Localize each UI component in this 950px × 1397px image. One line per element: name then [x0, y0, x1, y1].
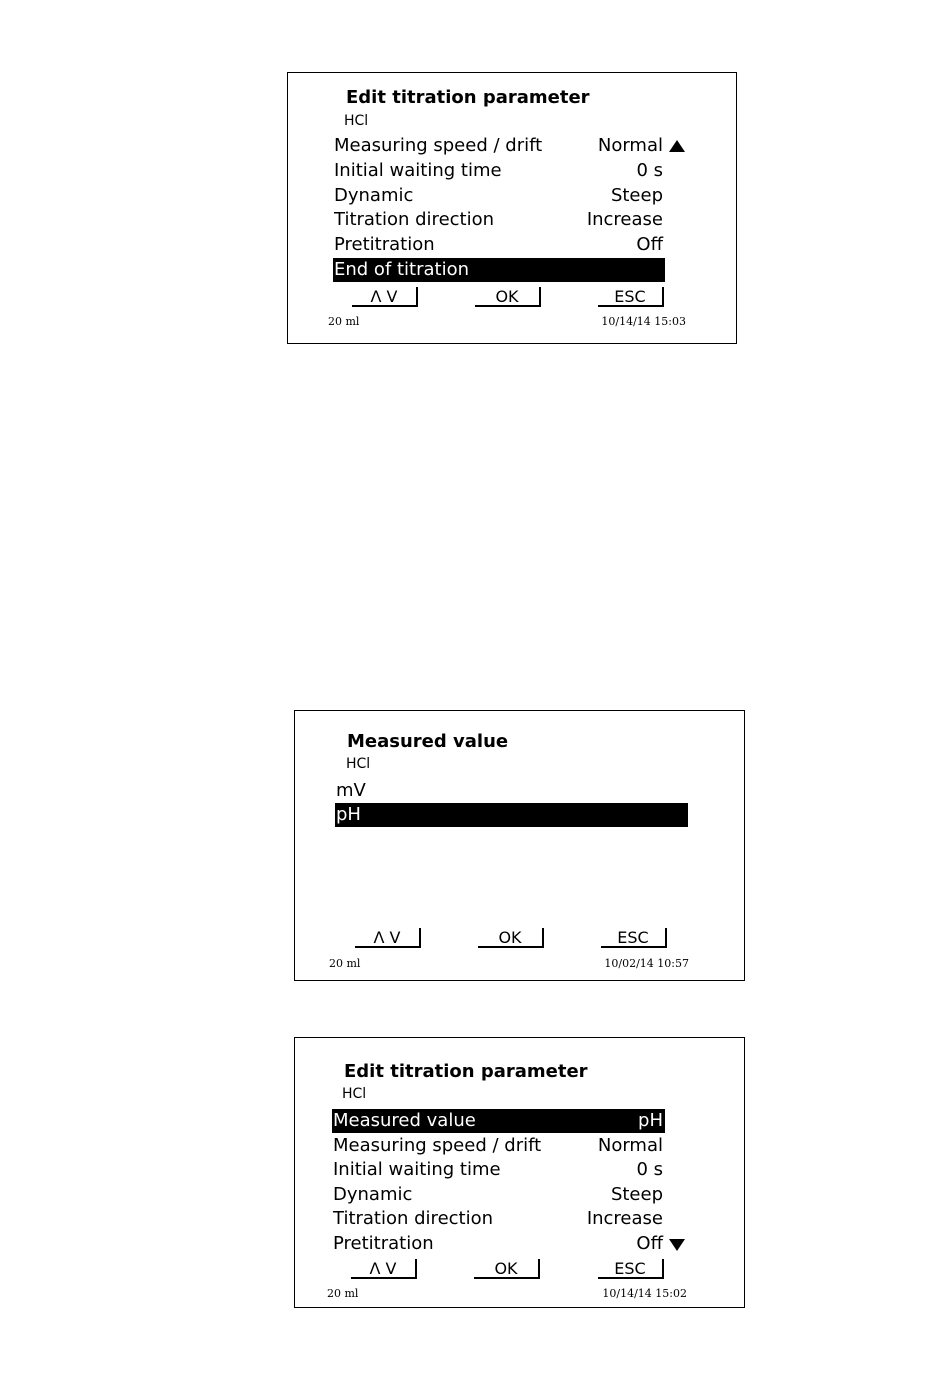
param-row-measuring-speed[interactable] — [333, 134, 665, 158]
esc-softkey[interactable]: ESC — [598, 1259, 664, 1279]
method-name: HCl — [346, 756, 371, 772]
param-label: Dynamic — [334, 185, 414, 206]
param-label: Pretitration — [333, 1233, 434, 1254]
param-value: Steep — [610, 1184, 663, 1205]
param-row-dynamic[interactable] — [333, 184, 665, 208]
titrator-screen-measured-value — [294, 710, 745, 981]
ok-softkey[interactable]: OK — [478, 928, 544, 948]
scroll-down-arrow-icon — [669, 1239, 685, 1251]
scroll-up-arrow-icon — [669, 140, 685, 152]
param-label: Measuring speed / drift — [333, 1135, 542, 1156]
param-row-dynamic[interactable] — [332, 1183, 665, 1207]
param-value: Increase — [586, 209, 663, 230]
param-row-initial-waiting-time[interactable] — [333, 159, 665, 183]
option-mv[interactable] — [335, 779, 688, 803]
esc-softkey[interactable]: ESC — [601, 928, 667, 948]
param-value: Off — [636, 234, 663, 255]
param-row-titration-direction[interactable] — [332, 1207, 665, 1231]
param-row-pretitration[interactable] — [332, 1232, 665, 1256]
param-label: Initial waiting time — [333, 1159, 501, 1180]
nav-up-down-softkey[interactable]: Λ V — [351, 1259, 417, 1279]
param-value: pH — [638, 1110, 663, 1131]
param-label: End of titration — [334, 259, 470, 280]
param-value: 0 s — [636, 160, 663, 181]
esc-softkey[interactable]: ESC — [598, 287, 664, 307]
ok-softkey[interactable]: OK — [475, 287, 541, 307]
screen-title: Edit titration parameter — [346, 87, 590, 108]
param-value: 0 s — [636, 1159, 663, 1180]
nav-up-down-softkey[interactable]: Λ V — [355, 928, 421, 948]
ok-softkey[interactable]: OK — [474, 1259, 540, 1279]
status-datetime: 10/14/14 15:03 — [601, 315, 686, 328]
param-row-measuring-speed[interactable] — [332, 1134, 665, 1158]
param-value: Steep — [610, 185, 663, 206]
method-name: HCl — [342, 1086, 367, 1102]
screen-title: Edit titration parameter — [344, 1061, 588, 1082]
param-label: Measured value — [333, 1110, 476, 1131]
param-label: Dynamic — [333, 1184, 413, 1205]
param-label: Titration direction — [333, 1208, 494, 1229]
param-row-pretitration[interactable] — [333, 233, 665, 257]
option-ph-selected[interactable] — [335, 803, 688, 827]
param-label: Pretitration — [334, 234, 435, 255]
param-value: Normal — [597, 1135, 663, 1156]
titrator-screen-edit-parameters-1 — [287, 72, 737, 344]
nav-up-down-softkey[interactable]: Λ V — [352, 287, 418, 307]
param-row-initial-waiting-time[interactable] — [332, 1158, 665, 1182]
screen-title: Measured value — [347, 731, 509, 752]
param-row-titration-direction[interactable] — [333, 208, 665, 232]
status-datetime: 10/02/14 10:57 — [604, 957, 689, 970]
status-volume: 20 ml — [329, 957, 361, 970]
status-datetime: 10/14/14 15:02 — [602, 1287, 687, 1300]
param-row-measured-value-selected[interactable] — [332, 1109, 665, 1133]
param-label: Measuring speed / drift — [334, 135, 543, 156]
param-value: Normal — [597, 135, 663, 156]
param-label: Initial waiting time — [334, 160, 502, 181]
param-value: Off — [636, 1233, 663, 1254]
status-volume: 20 ml — [328, 315, 360, 328]
option-label: mV — [336, 780, 366, 801]
status-volume: 20 ml — [327, 1287, 359, 1300]
method-name: HCl — [344, 113, 369, 129]
titrator-screen-edit-parameters-2 — [294, 1037, 745, 1308]
param-row-end-of-titration-selected[interactable] — [333, 258, 665, 282]
param-value: Increase — [586, 1208, 663, 1229]
option-label: pH — [336, 804, 361, 825]
param-label: Titration direction — [334, 209, 495, 230]
